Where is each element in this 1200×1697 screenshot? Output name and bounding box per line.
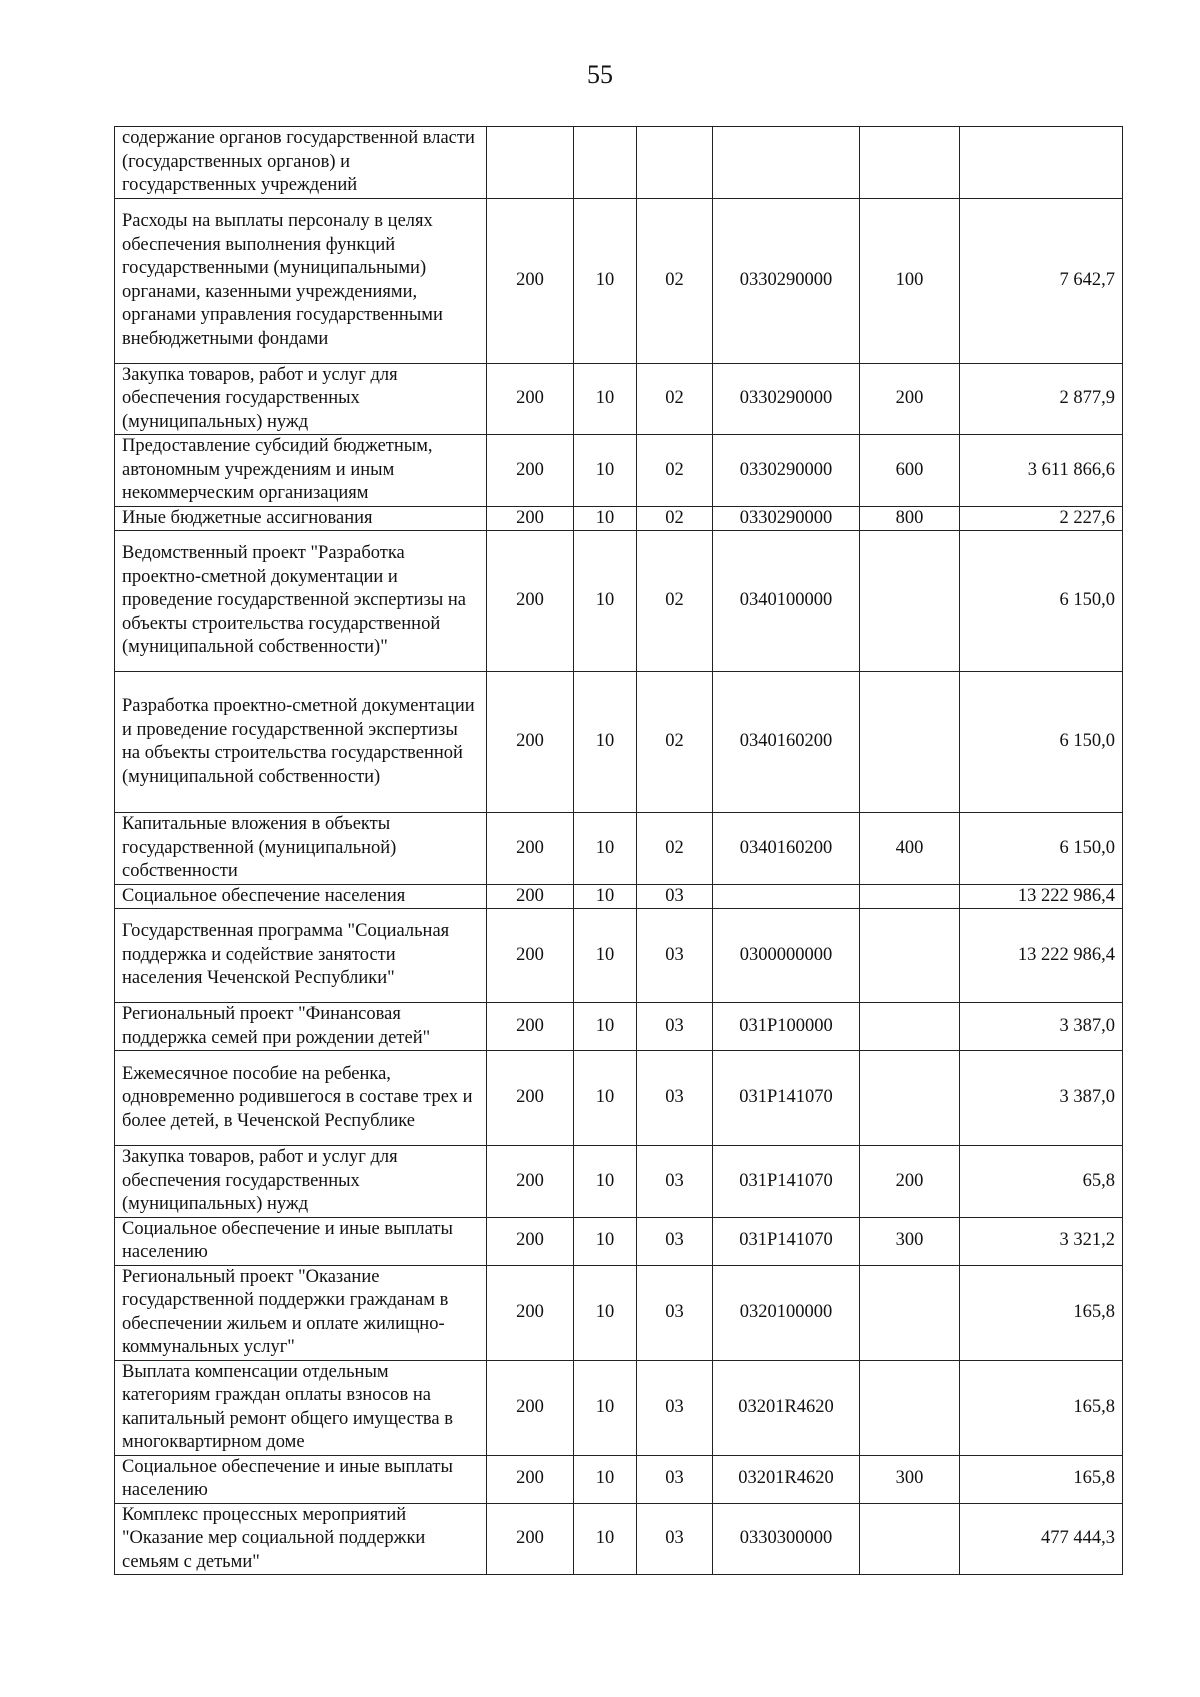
row-rz: 10 [574, 1003, 637, 1051]
row-amount: 165,8 [960, 1360, 1123, 1455]
row-vr: 400 [860, 813, 960, 885]
row-pr: 02 [637, 672, 713, 813]
table-body [115, 127, 1123, 1575]
row-vr: 600 [860, 435, 960, 507]
row-vr: 300 [860, 1217, 960, 1265]
row-description: Капитальные вложения в объекты государственной (муниципальной) собственности [115, 813, 487, 885]
row-pr: 02 [637, 506, 713, 531]
row-gr: 200 [487, 672, 574, 813]
row-gr: 200 [487, 1051, 574, 1146]
row-pr: 02 [637, 198, 713, 363]
row-description: Предоставление субсидий бюджетным, автономным учреждениям и иным некоммерческим организациям [115, 435, 487, 507]
row-pr: 03 [637, 1265, 713, 1360]
row-amount: 2 227,6 [960, 506, 1123, 531]
row-vr [860, 1003, 960, 1051]
row-description: Социальное обеспечение и иные выплаты населению [115, 1217, 487, 1265]
row-rz: 10 [574, 1360, 637, 1455]
row-csr: 0330290000 [713, 363, 860, 435]
row-description: Региональный проект "Оказание государственной поддержки гражданам в обеспечении жильем и оплате жилищно-коммунальных услуг" [115, 1265, 487, 1360]
row-gr: 200 [487, 506, 574, 531]
row-pr: 03 [637, 1360, 713, 1455]
table-row [115, 884, 1123, 909]
row-vr [860, 672, 960, 813]
row-gr: 200 [487, 531, 574, 672]
row-description: Закупка товаров, работ и услуг для обеспечения государственных (муниципальных) нужд [115, 363, 487, 435]
table-row [115, 1003, 1123, 1051]
row-description: Ежемесячное пособие на ребенка, одновременно родившегося в составе трех и более детей, в Чеченской Республике [115, 1051, 487, 1146]
row-rz: 10 [574, 1051, 637, 1146]
table-row [115, 435, 1123, 507]
row-csr: 0340160200 [713, 672, 860, 813]
row-csr: 0340100000 [713, 531, 860, 672]
row-gr: 200 [487, 1503, 574, 1575]
row-pr: 03 [637, 1051, 713, 1146]
table-row [115, 1265, 1123, 1360]
row-csr [713, 884, 860, 909]
row-vr: 200 [860, 1146, 960, 1218]
row-description: Выплата компенсации отдельным категориям граждан оплаты взносов на капитальный ремонт общего имущества в многоквартирном доме [115, 1360, 487, 1455]
row-pr: 03 [637, 1455, 713, 1503]
row-gr: 200 [487, 1003, 574, 1051]
row-description: Государственная программа "Социальная поддержка и содействие занятости населения Чеченской Республики" [115, 909, 487, 1003]
row-pr: 02 [637, 435, 713, 507]
row-rz: 10 [574, 672, 637, 813]
row-rz: 10 [574, 1146, 637, 1218]
table-row [115, 198, 1123, 363]
row-csr: 0300000000 [713, 909, 860, 1003]
row-csr: 0330290000 [713, 435, 860, 507]
table-row [115, 1360, 1123, 1455]
row-amount: 13 222 986,4 [960, 884, 1123, 909]
row-rz: 10 [574, 884, 637, 909]
row-csr [713, 127, 860, 199]
row-gr: 200 [487, 198, 574, 363]
row-rz: 10 [574, 363, 637, 435]
row-pr: 03 [637, 1217, 713, 1265]
row-amount: 13 222 986,4 [960, 909, 1123, 1003]
table-row [115, 531, 1123, 672]
table-row [115, 363, 1123, 435]
row-csr: 03201R4620 [713, 1455, 860, 1503]
row-amount: 3 387,0 [960, 1003, 1123, 1051]
row-gr: 200 [487, 1146, 574, 1218]
table-row [115, 1051, 1123, 1146]
row-amount: 6 150,0 [960, 531, 1123, 672]
row-rz: 10 [574, 1455, 637, 1503]
row-description: Закупка товаров, работ и услуг для обеспечения государственных (муниципальных) нужд [115, 1146, 487, 1218]
row-csr: 0330290000 [713, 198, 860, 363]
row-gr: 200 [487, 1360, 574, 1455]
row-gr: 200 [487, 435, 574, 507]
row-rz: 10 [574, 531, 637, 672]
row-rz: 10 [574, 1217, 637, 1265]
row-vr: 300 [860, 1455, 960, 1503]
row-csr: 0340160200 [713, 813, 860, 885]
row-description: Социальное обеспечение и иные выплаты населению [115, 1455, 487, 1503]
table-row [115, 813, 1123, 885]
row-amount: 165,8 [960, 1265, 1123, 1360]
row-amount: 477 444,3 [960, 1503, 1123, 1575]
row-vr [860, 1265, 960, 1360]
row-vr: 100 [860, 198, 960, 363]
budget-table [114, 126, 1123, 1575]
row-gr: 200 [487, 1265, 574, 1360]
table-row [115, 1217, 1123, 1265]
row-amount: 3 611 866,6 [960, 435, 1123, 507]
row-csr: 03201R4620 [713, 1360, 860, 1455]
row-gr: 200 [487, 363, 574, 435]
row-vr [860, 127, 960, 199]
row-vr: 800 [860, 506, 960, 531]
row-amount: 6 150,0 [960, 672, 1123, 813]
row-gr: 200 [487, 1217, 574, 1265]
row-pr: 03 [637, 1003, 713, 1051]
table-row [115, 1503, 1123, 1575]
table-row [115, 1455, 1123, 1503]
row-amount: 165,8 [960, 1455, 1123, 1503]
row-rz: 10 [574, 813, 637, 885]
row-pr: 02 [637, 813, 713, 885]
table-row [115, 1146, 1123, 1218]
table-row [115, 506, 1123, 531]
row-gr: 200 [487, 884, 574, 909]
row-amount: 6 150,0 [960, 813, 1123, 885]
row-gr [487, 127, 574, 199]
row-csr: 0320100000 [713, 1265, 860, 1360]
row-vr [860, 1360, 960, 1455]
row-csr: 031P141070 [713, 1051, 860, 1146]
row-rz: 10 [574, 909, 637, 1003]
row-amount [960, 127, 1123, 199]
row-pr: 02 [637, 531, 713, 672]
row-rz: 10 [574, 1503, 637, 1575]
row-gr: 200 [487, 909, 574, 1003]
row-csr: 0330290000 [713, 506, 860, 531]
table-row [115, 909, 1123, 1003]
row-description: Ведомственный проект "Разработка проектно-сметной документации и проведение государственной экспертизы на объекты строительства государственной (муниципальной собственности)" [115, 531, 487, 672]
row-pr: 03 [637, 884, 713, 909]
row-description: содержание органов государственной власти (государственных органов) и государственных учреждений [115, 127, 487, 199]
row-description: Комплекс процессных мероприятий "Оказание мер социальной поддержки семьям с детьми" [115, 1503, 487, 1575]
row-rz: 10 [574, 1265, 637, 1360]
row-pr: 03 [637, 1503, 713, 1575]
row-amount: 3 321,2 [960, 1217, 1123, 1265]
row-csr: 031P100000 [713, 1003, 860, 1051]
row-amount: 3 387,0 [960, 1051, 1123, 1146]
row-description: Разработка проектно-сметной документации и проведение государственной экспертизы на объекты строительства государственной (муниципальной собственности) [115, 672, 487, 813]
row-amount: 65,8 [960, 1146, 1123, 1218]
row-rz [574, 127, 637, 199]
row-csr: 031P141070 [713, 1146, 860, 1218]
row-vr [860, 1503, 960, 1575]
row-amount: 7 642,7 [960, 198, 1123, 363]
row-rz: 10 [574, 435, 637, 507]
row-pr [637, 127, 713, 199]
row-pr: 03 [637, 1146, 713, 1218]
row-csr: 0330300000 [713, 1503, 860, 1575]
row-rz: 10 [574, 506, 637, 531]
row-vr [860, 531, 960, 672]
page-number: 55 [587, 60, 613, 89]
row-pr: 03 [637, 909, 713, 1003]
row-vr [860, 1051, 960, 1146]
row-description: Иные бюджетные ассигнования [115, 506, 487, 531]
row-rz: 10 [574, 198, 637, 363]
row-description: Социальное обеспечение населения [115, 884, 487, 909]
table-row [115, 127, 1123, 199]
row-gr: 200 [487, 813, 574, 885]
row-pr: 02 [637, 363, 713, 435]
row-gr: 200 [487, 1455, 574, 1503]
row-vr: 200 [860, 363, 960, 435]
row-vr [860, 909, 960, 1003]
row-vr [860, 884, 960, 909]
row-amount: 2 877,9 [960, 363, 1123, 435]
row-description: Региональный проект "Финансовая поддержка семей при рождении детей" [115, 1003, 487, 1051]
row-csr: 031P141070 [713, 1217, 860, 1265]
table-row [115, 672, 1123, 813]
row-description: Расходы на выплаты персоналу в целях обеспечения выполнения функций государственными (муниципальными) органами, казенными учреждениями, органами управления государственными внебюджетными фондами [115, 198, 487, 363]
